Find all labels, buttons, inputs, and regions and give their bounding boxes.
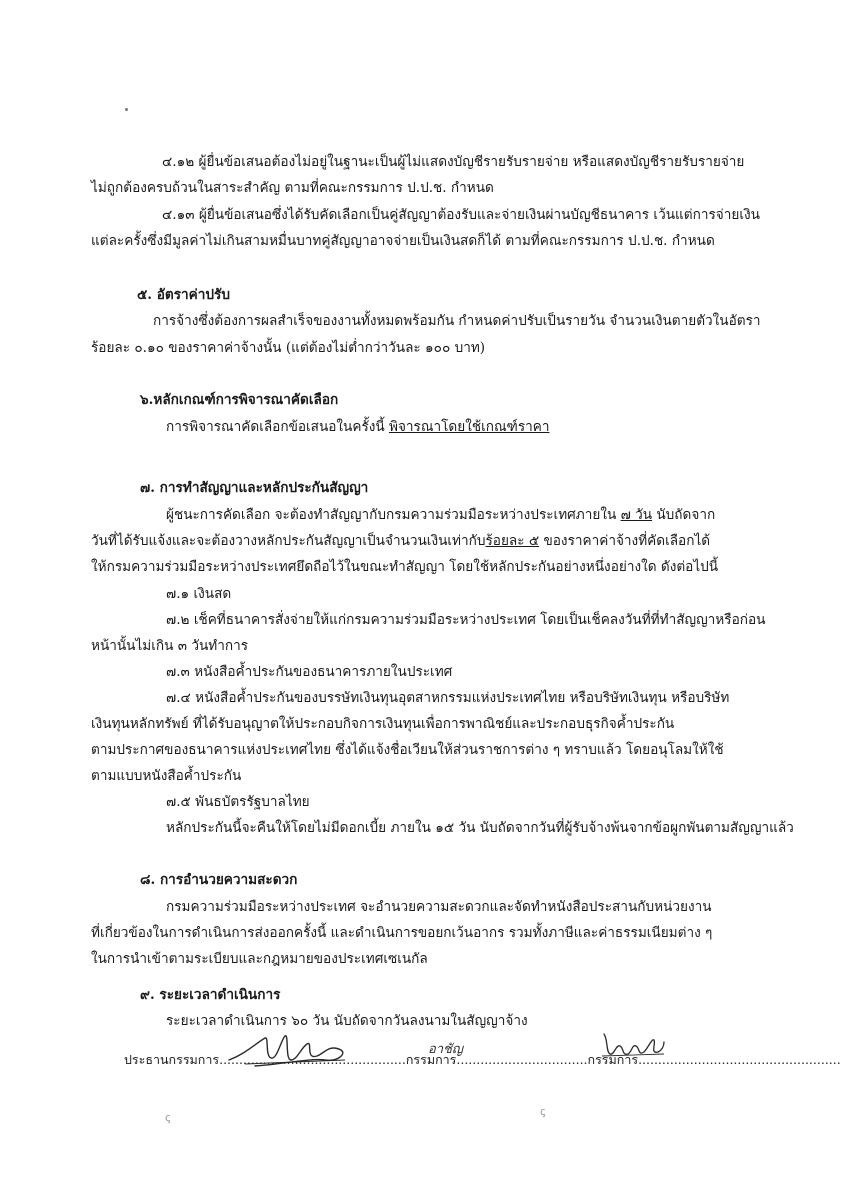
item-7-3: ๗.๓ หนังสือค้ำประกันของธนาคารภายในประเทศ	[166, 664, 453, 680]
section-7-line-2-b: ของราคาค่าจ้างที่คัดเลือกได้	[539, 533, 711, 549]
item-7-4-line-3: ตามประกาศของธนาคารแห่งประเทศไทย ซึ่งได้แจ้งชื่อเวียนให้ส่วนราชการต่าง ๆ ทราบแล้ว โดยอนุโลมให้ใช้	[91, 742, 724, 758]
section-7-line-1-a: ผู้ชนะการคัดเลือก จะต้องทำสัญญากับกรมความร่วมมือระหว่างประเทศภายใน	[166, 507, 621, 523]
scan-mark-right: ꞔ	[540, 1105, 546, 1118]
section-8-heading: ๘. การอำนวยความสะดวก	[140, 872, 298, 888]
section-7-closing: หลักประกันนี้จะคืนให้โดยไม่มีดอกเบี้ย ภายใน ๑๕ วัน นับถัดจากวันที่ผู้รับจ้างพ้นจากข้อผูกพันตามสัญญาแล้ว	[166, 820, 794, 836]
section-7-line-3: ให้กรมความร่วมมือระหว่างประเทศยึดถือไว้ในขณะทำสัญญา โดยใช้หลักประกันอย่างหนึ่งอย่างใด ดังต่อไปนี้	[91, 559, 719, 575]
section-8-line-2: ที่เกี่ยวข้องในการดำเนินการส่งออกครั้งนี้ และดำเนินการขอยกเว้นอากร รวมทั้งภาษีและค่าธรรมเนียมต่าง ๆ	[91, 925, 713, 941]
chair-signature-dots: ...............................................	[219, 1052, 406, 1067]
section-5-line-2: ร้อยละ ๐.๑๐ ของราคาค่าจ้างนั้น (แต่ต้องไม่ต่ำกว่าวันละ ๑๐๐ บาท)	[91, 340, 486, 356]
item-7-1: ๗.๑ เงินสด	[166, 586, 232, 602]
section-7-line-1-b: นับถัดจาก	[652, 507, 716, 523]
section-7-days: ๗ วัน	[620, 507, 653, 523]
item-7-2-line-2: หน้านั้นไม่เกิน ๓ วันทำการ	[91, 638, 249, 654]
member2-signature	[598, 1030, 668, 1064]
section-9-heading: ๙. ระยะเวลาดำเนินการ	[140, 987, 281, 1003]
section-5-heading: ๕. อัตราค่าปรับ	[137, 287, 230, 303]
section-7-percent: ร้อยละ ๕	[485, 533, 540, 549]
section-7-line-2-a: วันที่ได้รับแจ้งและจะต้องวางหลักประกันสัญญาเป็นจำนวนเงินเท่ากับ	[91, 533, 486, 549]
item-7-2-line-1: ๗.๒ เช็คที่ธนาคารสั่งจ่ายให้แก่กรมความร่วมมือระหว่างประเทศ โดยเป็นเช็คลงวันที่ที่ทำสัญญาหรือก่อน	[166, 612, 766, 628]
clause-4-12-line-2: ไม่ถูกต้องครบถ้วนในสาระสำคัญ ตามที่คณะกรรมการ ป.ป.ช. กำหนด	[91, 180, 494, 196]
item-7-4-line-2: เงินทุนหลักทรัพย์ ที่ได้รับอนุญาตให้ประกอบกิจการเงินทุนเพื่อการพาณิชย์และประกอบธุรกิจค้ำประกัน	[91, 716, 675, 732]
member2-label: กรรมการ	[587, 1052, 639, 1067]
clause-4-13-line-2: แต่ละครั้งซึ่งมีมูลค่าไม่เกินสามหมื่นบาทคู่สัญญาอาจจ่ายเป็นเงินสดก็ได้ ตามที่คณะกรรมการ ป.ป.ช. กำหนด	[91, 233, 715, 249]
scan-mark-left: ꞔ	[165, 1111, 171, 1124]
section-7-heading: ๗. การทำสัญญาและหลักประกันสัญญา	[140, 480, 369, 496]
member1-label: กรรมการ	[405, 1052, 457, 1067]
section-6-heading: ๖.หลักเกณฑ์การพิจารณาคัดเลือก	[140, 392, 339, 408]
section-8-line-3: ในการนำเข้าตามระเบียบและกฎหมายของประเทศเซเนกัล	[91, 951, 428, 967]
chair-label: ประธานกรรมการ	[124, 1052, 220, 1067]
section-5-line-1: การจ้างซึ่งต้องการผลสำเร็จของงานทั้งหมดพร้อมกัน กำหนดค่าปรับเป็นรายวัน จำนวนเงินตายตัวในอัตรา	[153, 313, 761, 329]
member1-signature-dots: .................................	[456, 1052, 588, 1067]
member2-signature-dots: ...........................................	[638, 1052, 809, 1067]
section-6-criteria: พิจารณาโดยใช้เกณฑ์ราคา	[389, 419, 550, 435]
section-7-line-1	[166, 505, 715, 525]
clause-4-13-line-1: ๔.๑๓ ผู้ยื่นข้อเสนอซึ่งได้รับคัดเลือกเป็นคู่สัญญาต้องรับและจ่ายเงินผ่านบัญชีธนาคาร เว้นแต่การจ่ายเงิน	[162, 207, 760, 223]
clause-4-12-line-1: ๔.๑๒ ผู้ยื่นข้อเสนอต้องไม่อยู่ในฐานะเป็นผู้ไม่แสดงบัญชีรายรับรายจ่าย หรือแสดงบัญชีรายรับรายจ่าย	[162, 154, 745, 170]
section-9-line-1: ระยะเวลาดำเนินการ ๖๐ วัน นับถัดจากวันลงนามในสัญญาจ้าง	[166, 1013, 528, 1029]
section-7-line-2	[91, 531, 710, 551]
chair-signature	[225, 1030, 355, 1072]
section-6-text: การพิจารณาคัดเลือกข้อเสนอในครั้งนี้	[166, 419, 389, 435]
section-6-line-1	[166, 417, 550, 437]
member2-tail-dots: ........	[808, 1052, 841, 1067]
scan-speck	[125, 108, 128, 111]
item-7-4-line-1: ๗.๔ หนังสือค้ำประกันของบรรษัทเงินทุนอุตสาหกรรมแห่งประเทศไทย หรือบริษัทเงินทุน หรือบริษัท	[166, 690, 730, 706]
member1-handwriting: อาชัญ	[428, 1042, 464, 1057]
item-7-5: ๗.๕ พันธบัตรรัฐบาลไทย	[166, 794, 310, 810]
item-7-4-line-4: ตามแบบหนังสือค้ำประกัน	[91, 768, 242, 784]
section-8-line-1: กรมความร่วมมือระหว่างประเทศ จะอำนวยความสะดวกและจัดทำหนังสือประสานกับหน่วยงาน	[166, 899, 712, 915]
